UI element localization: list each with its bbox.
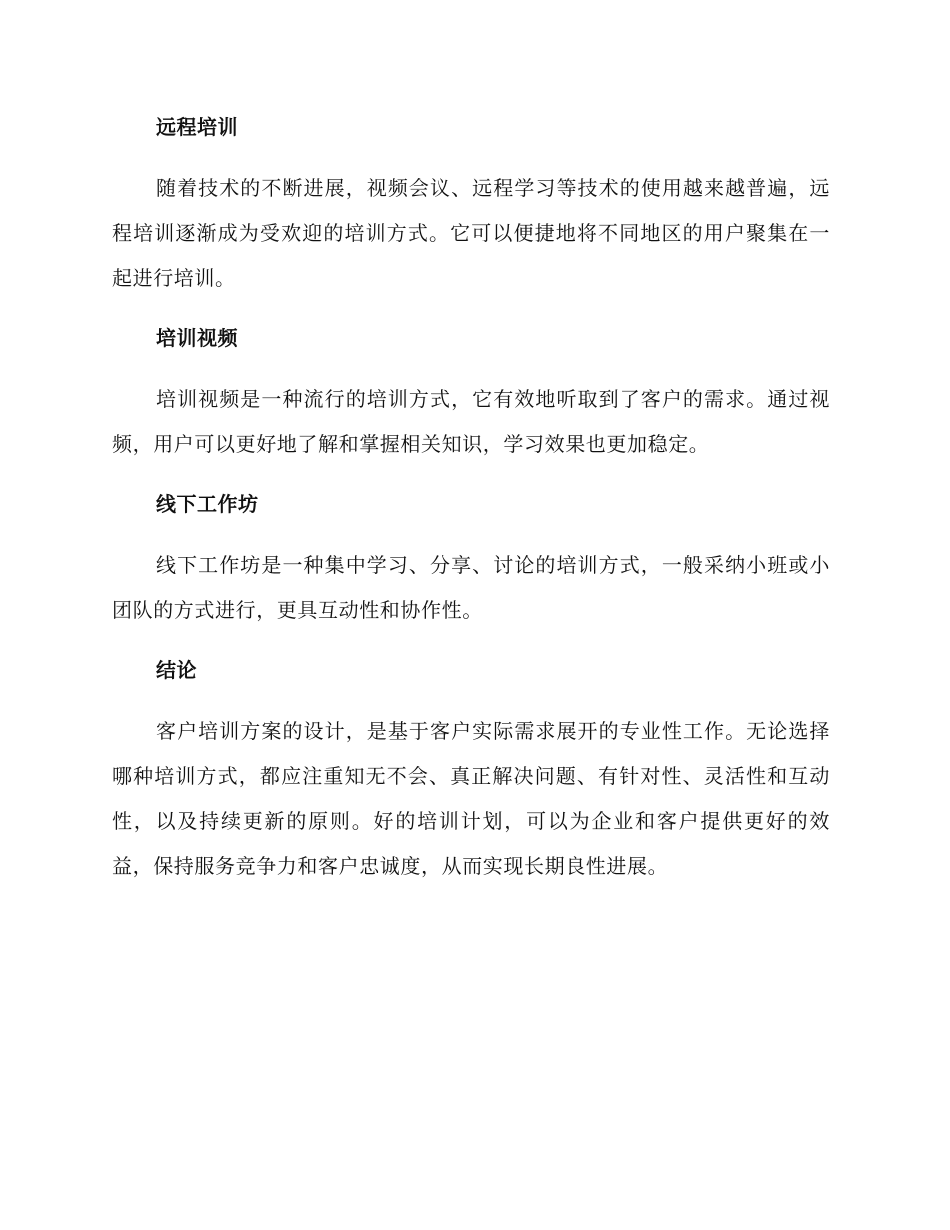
section-heading: 远程培训 — [156, 115, 238, 139]
section-heading: 培训视频 — [156, 326, 238, 350]
section-paragraph: 线下工作坊是一种集中学习、分享、讨论的培训方式，一般采纳小班或小团队的方式进行，更具互动性和协作性。 — [112, 553, 830, 622]
section-paragraph: 培训视频是一种流行的培训方式，它有效地听取到了客户的需求。通过视频，用户可以更好地了解和掌握相关知识，学习效果也更加稳定。 — [112, 387, 830, 456]
document-page — [112, 108, 830, 907]
section-heading: 结论 — [156, 658, 197, 682]
section-paragraph: 随着技术的不断进展，视频会议、远程学习等技术的使用越来越普遍，远程培训逐渐成为受欢迎的培训方式。它可以便捷地将不同地区的用户聚集在一起进行培训。 — [112, 176, 830, 290]
section-heading: 线下工作坊 — [156, 492, 259, 516]
section-remote-training — [112, 108, 830, 301]
section-conclusion — [112, 651, 830, 889]
section-offline-workshop — [112, 485, 830, 633]
section-training-video — [112, 319, 830, 467]
section-paragraph: 客户培训方案的设计，是基于客户实际需求展开的专业性工作。无论选择哪种培训方式，都应注重知无不会、真正解决问题、有针对性、灵活性和互动性，以及持续更新的原则。好的培训计划，可以为企业和客户提供更好的效益，保持服务竞争力和客户忠诚度，从而实现长期良性进展。 — [112, 719, 830, 878]
